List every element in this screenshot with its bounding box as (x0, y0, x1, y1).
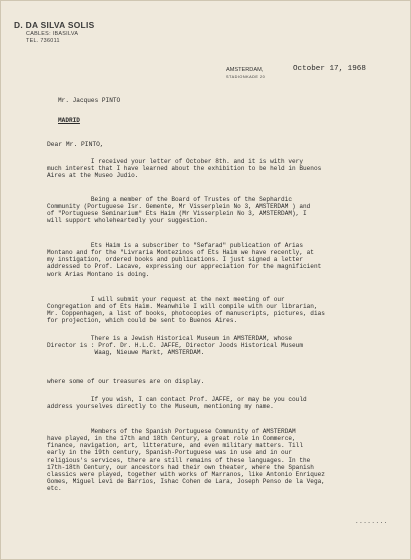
letter-date: October 17, 1968 (293, 65, 366, 73)
letterhead-tel: TEL. 736011 (26, 38, 60, 44)
body-line: religious's services, there are still remains of these languages. In the (47, 456, 311, 464)
body-line: Gomes, Miguel Levi de Barrios, Ishac Cohen de Lara, Joseph Penso de la Vega, (47, 478, 325, 486)
body-paragraph (47, 378, 392, 385)
body-line: 17th-18th Century, our ancestors had their own theater, where the Spanish (47, 463, 314, 471)
sender-city: AMSTERDAM, (226, 67, 264, 73)
body-line: work Arias Montano is doing. (47, 270, 150, 278)
body-line: etc. (47, 485, 62, 493)
body-line: There is a Jewish Historical Museum in AMSTERDAM, whose (47, 335, 293, 342)
body-line: Members of the Spanish Portuguese Community of AMSTERDAM (47, 428, 296, 435)
body-line: Community (Portuguese Isr. Gemente, Mr Visserplein No 3, AMSTERDAM ) and (47, 203, 311, 211)
body-line: early in the 19th century, Spanish-Portuguese was in use and in our (47, 449, 293, 457)
letterhead (14, 20, 94, 44)
body-paragraph (47, 196, 392, 225)
body-paragraph (47, 242, 392, 278)
body-line: will support wholeheartedly your suggestion. (47, 217, 208, 225)
body-line: addressed to Prof. Lacave, expressing our appreciation for the magnificient (47, 263, 322, 271)
body-line: much interest that I have learned about the exhibition to be held in Buenos (47, 165, 322, 173)
body-line: classics were played, together with works of Marranos, like Antonio Enriquez (47, 470, 325, 478)
letterhead-cables: CABLES: IBASILVA (26, 31, 79, 37)
body-paragraph (47, 296, 392, 325)
body-paragraph (47, 335, 392, 356)
addressee-city: MADRID (58, 117, 80, 124)
body-line: Ets Haim is a subscriber to "Sefarad" publication of Arias (47, 242, 303, 249)
body-line: Mr. Coppenhagen, a list of books, photocopies of manuscripts, pictures, dias (47, 310, 325, 318)
body-line: Congregation and of Ets Haim. Meanwhile I will compile with our librarian, (47, 303, 318, 311)
body-line: I will submit your request at the next meeting of our (47, 296, 285, 303)
body-paragraph (47, 158, 392, 179)
body-line: Director is : Prof. Dr. H.L.C. JAFFE, Director Joods Historical Museum (47, 342, 303, 350)
body-line: address yourselves directly to the Museum, mentioning my name. (47, 403, 274, 411)
signoff-mark: ........ (355, 518, 388, 525)
letterhead-name: D. DA SILVA SOLIS (14, 20, 95, 30)
body-paragraph (47, 396, 392, 410)
salutation: Dear Mr. PINTO, (47, 141, 104, 148)
body-line: Aires at the Museo Judio. (47, 172, 139, 180)
body-line: Being a member of the Board of Trustes of the Sephardic (47, 196, 293, 203)
body-paragraph (47, 428, 392, 492)
body-line: Montano and for the "Livraria Montezinos of Ets Haim we have recently, at (47, 249, 314, 257)
body-line: finance, navigation, art, litterature, and even military matters. Till (47, 442, 303, 450)
body-line: of "Portuguese Seminarium" Ets Haim (Mr Visserplein No 3, AMSTERDAM), I (47, 210, 307, 218)
addressee: Mr. Jacques PINTO (58, 97, 121, 104)
body-line: have played, in the 17th and 18th Century, a great role in Commerce, (47, 435, 296, 443)
body-line: my instigation, ordered books and publications. I just signed a letter (47, 256, 303, 264)
body-line: I received your letter of October 8th. and it is with very (47, 158, 303, 165)
body-line: for projection, which could be sent to Buenos Aires. (47, 317, 238, 325)
body-line: If you wish, I can contact Prof. JAFFE, or may be you could (47, 396, 307, 403)
sender-street: STADIONKADE 20 (226, 75, 266, 79)
body-line: Waag, Nieuwe Markt, AMSTERDAM. (47, 349, 205, 357)
body-line: where some of our treasures are on display. (47, 378, 205, 385)
sender-address (226, 67, 265, 81)
